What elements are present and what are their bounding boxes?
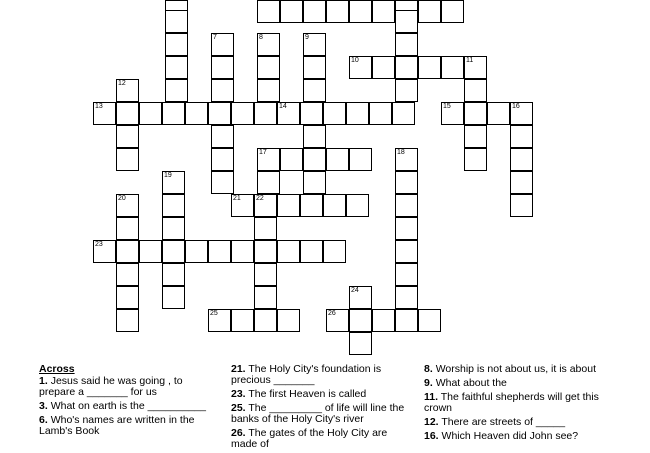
grid-cell[interactable] <box>372 56 395 79</box>
clue-down-11: 11. The faithful shepherds will get this crown <box>424 391 599 414</box>
grid-cell[interactable] <box>464 79 487 102</box>
grid-cell[interactable] <box>395 217 418 240</box>
grid-cell[interactable] <box>165 56 188 79</box>
grid-cell[interactable] <box>280 0 303 23</box>
grid-cell[interactable] <box>162 171 185 194</box>
clue-across-6: 6. Who's names are written in the Lamb's Book <box>39 414 195 437</box>
grid-cell[interactable] <box>211 33 234 56</box>
clue-down-16: 16. Which Heaven did John see? <box>424 430 579 442</box>
clue-across-21: 21. The Holy City's foundation is precious _______ <box>231 363 382 386</box>
grid-cell[interactable] <box>303 171 326 194</box>
grid-cell[interactable] <box>326 148 349 171</box>
grid-cell[interactable] <box>162 263 185 286</box>
grid-cell[interactable] <box>139 240 162 263</box>
grid-cell[interactable] <box>139 102 162 125</box>
grid-cell[interactable] <box>93 240 116 263</box>
cell-number: 11 <box>466 57 474 64</box>
grid-cell[interactable] <box>116 102 139 125</box>
grid-cell[interactable] <box>277 309 300 332</box>
grid-cell[interactable] <box>254 194 277 217</box>
grid-cell[interactable] <box>395 10 418 33</box>
grid-cell[interactable] <box>211 79 234 102</box>
clue-down-8: 8. Worship is not about us, it is about <box>424 363 596 375</box>
grid-cell[interactable] <box>349 56 372 79</box>
cell-number: 18 <box>397 149 405 156</box>
grid-cell[interactable] <box>395 263 418 286</box>
grid-cell[interactable] <box>257 171 280 194</box>
cell-number: 26 <box>328 310 336 317</box>
grid-cell[interactable] <box>464 148 487 171</box>
grid-cell[interactable] <box>395 79 418 102</box>
cell-number: 16 <box>512 103 520 110</box>
grid-cell[interactable] <box>165 79 188 102</box>
grid-cell[interactable] <box>162 240 185 263</box>
grid-cell[interactable] <box>116 263 139 286</box>
grid-cell[interactable] <box>349 332 372 355</box>
grid-cell[interactable] <box>441 102 464 125</box>
grid-cell[interactable] <box>165 10 188 33</box>
grid-cell[interactable] <box>464 56 487 79</box>
grid-cell[interactable] <box>257 33 280 56</box>
cell-number: 21 <box>233 195 241 202</box>
grid-cell[interactable] <box>116 309 139 332</box>
grid-cell[interactable] <box>395 56 418 79</box>
grid-cell[interactable] <box>211 125 234 148</box>
grid-cell[interactable] <box>208 102 231 125</box>
grid-cell[interactable] <box>211 148 234 171</box>
grid-cell[interactable] <box>231 240 254 263</box>
cell-number: 7 <box>213 34 217 41</box>
cell-number: 10 <box>351 57 359 64</box>
grid-cell[interactable] <box>257 148 280 171</box>
cell-number: 24 <box>351 287 359 294</box>
grid-cell[interactable] <box>231 102 254 125</box>
clue-down-9: 9. What about the <box>424 377 507 389</box>
grid-cell[interactable] <box>510 194 533 217</box>
cell-number: 20 <box>118 195 126 202</box>
grid-cell[interactable] <box>257 56 280 79</box>
grid-cell[interactable] <box>441 0 464 23</box>
grid-cell[interactable] <box>349 309 372 332</box>
cell-number: 23 <box>95 241 103 248</box>
grid-cell[interactable] <box>303 125 326 148</box>
grid-cell[interactable] <box>303 56 326 79</box>
grid-cell[interactable] <box>254 240 277 263</box>
cell-number: 22 <box>256 195 264 202</box>
clue-across-25: 25. The _________ of life will line the banks of the Holy City's river <box>231 402 405 425</box>
grid-cell[interactable] <box>300 240 323 263</box>
cell-number: 9 <box>305 34 309 41</box>
grid-cell[interactable] <box>510 102 533 125</box>
grid-cell[interactable] <box>280 148 303 171</box>
clues-column-1 <box>39 364 214 440</box>
grid-cell[interactable] <box>303 0 326 23</box>
grid-cell[interactable] <box>510 125 533 148</box>
grid-cell[interactable] <box>395 240 418 263</box>
grid-cell[interactable] <box>441 56 464 79</box>
grid-cell[interactable] <box>303 79 326 102</box>
grid-cell[interactable] <box>323 240 346 263</box>
grid-cell[interactable] <box>349 0 372 23</box>
grid-cell[interactable] <box>254 102 277 125</box>
grid-cell[interactable] <box>326 0 349 23</box>
grid-cell[interactable] <box>277 194 300 217</box>
clue-across-23: 23. The first Heaven is called <box>231 388 367 400</box>
grid-cell[interactable] <box>211 56 234 79</box>
cell-number: 13 <box>95 103 103 110</box>
grid-cell[interactable] <box>372 309 395 332</box>
clues-column-3 <box>424 364 614 445</box>
grid-cell[interactable] <box>464 125 487 148</box>
grid-cell[interactable] <box>254 309 277 332</box>
grid-cell[interactable] <box>323 102 346 125</box>
cell-number: 25 <box>210 310 218 317</box>
grid-cell[interactable] <box>418 309 441 332</box>
across-header: Across <box>39 363 75 375</box>
grid-cell[interactable] <box>395 171 418 194</box>
cell-number: 17 <box>259 149 267 156</box>
grid-cell[interactable] <box>326 309 349 332</box>
grid-cell[interactable] <box>487 102 510 125</box>
cell-number: 14 <box>279 103 287 110</box>
grid-cell[interactable] <box>395 33 418 56</box>
grid-cell[interactable] <box>369 102 392 125</box>
grid-cell[interactable] <box>395 286 418 309</box>
grid-cell[interactable] <box>346 194 369 217</box>
grid-cell[interactable] <box>116 286 139 309</box>
grid-cell[interactable] <box>257 79 280 102</box>
grid-cell[interactable] <box>303 148 326 171</box>
grid-cell[interactable] <box>257 0 280 23</box>
grid-cell[interactable] <box>162 194 185 217</box>
clue-across-26: 26. The gates of the Holy City are made of <box>231 427 388 450</box>
grid-cell[interactable] <box>300 194 323 217</box>
grid-cell[interactable] <box>349 286 372 309</box>
cell-number: 8 <box>259 34 263 41</box>
grid-cell[interactable] <box>395 194 418 217</box>
grid-cell[interactable] <box>116 148 139 171</box>
grid-cell[interactable] <box>349 148 372 171</box>
cell-number: 12 <box>118 80 126 87</box>
grid-cell[interactable] <box>116 217 139 240</box>
grid-cell[interactable] <box>392 102 415 125</box>
grid-cell[interactable] <box>254 263 277 286</box>
clues-column-2 <box>231 364 411 453</box>
clue-across-3: 3. What on earth is the __________ <box>39 400 206 412</box>
grid-cell[interactable] <box>185 102 208 125</box>
grid-cell[interactable] <box>162 217 185 240</box>
grid-cell[interactable] <box>165 33 188 56</box>
grid-cell[interactable] <box>93 102 116 125</box>
clue-down-12: 12. There are streets of _____ <box>424 416 566 428</box>
grid-cell[interactable] <box>211 171 234 194</box>
clue-across-1: 1. Jesus said he was going , to prepare a _______ for us <box>39 375 183 398</box>
grid-cell[interactable] <box>116 240 139 263</box>
grid-cell[interactable] <box>116 125 139 148</box>
grid-cell[interactable] <box>254 217 277 240</box>
grid-cell[interactable] <box>254 286 277 309</box>
grid-cell[interactable] <box>300 102 323 125</box>
grid-cell[interactable] <box>418 0 441 23</box>
grid-cell[interactable] <box>346 102 369 125</box>
grid-cell[interactable] <box>208 309 231 332</box>
grid-cell[interactable] <box>185 240 208 263</box>
grid-cell[interactable] <box>116 79 139 102</box>
grid-cell[interactable] <box>231 194 254 217</box>
grid-cell[interactable] <box>323 194 346 217</box>
grid-cell[interactable] <box>277 102 300 125</box>
grid-cell[interactable] <box>231 309 254 332</box>
grid-cell[interactable] <box>510 171 533 194</box>
grid-cell[interactable] <box>418 56 441 79</box>
grid-cell[interactable] <box>277 240 300 263</box>
grid-cell[interactable] <box>372 0 395 23</box>
grid-cell[interactable] <box>303 33 326 56</box>
cell-number: 15 <box>443 103 451 110</box>
cell-number: 19 <box>164 172 172 179</box>
grid-cell[interactable] <box>395 309 418 332</box>
grid-cell[interactable] <box>116 194 139 217</box>
grid-cell[interactable] <box>162 102 185 125</box>
grid-cell[interactable] <box>510 148 533 171</box>
grid-cell[interactable] <box>162 286 185 309</box>
grid-cell[interactable] <box>464 102 487 125</box>
grid-cell[interactable] <box>395 148 418 171</box>
grid-cell[interactable] <box>208 240 231 263</box>
